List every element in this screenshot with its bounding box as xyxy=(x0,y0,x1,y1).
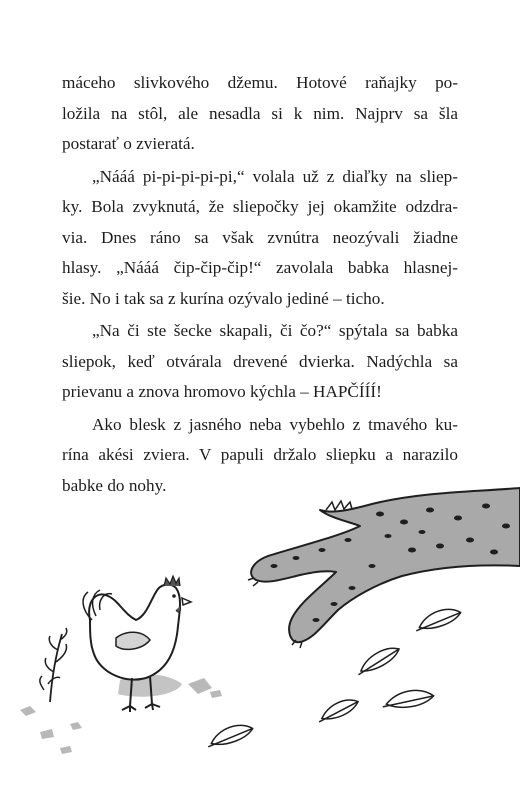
text-line: ky. Bola zvyknutá, že sliepočky jej okamžite odzdra- xyxy=(62,197,458,216)
feather-icon xyxy=(204,604,462,751)
text-line: rína akési zviera. V papuli držalo sliepku a narazilo xyxy=(62,445,458,464)
paragraph-2 xyxy=(62,162,458,315)
text-line: Ako blesk z jasného neba vybehlo z tmavého ku- xyxy=(92,414,458,434)
text-line: ložila na stôl, ale nesadla si k nim. Najprv sa šla xyxy=(62,103,458,123)
text-line: šie. No i tak sa z kurína ozývalo jediné – ticho. xyxy=(62,288,385,308)
text-line: babke do nohy. xyxy=(62,475,167,495)
text-line: sliepok, keď otvárala drevené dvierka. Nadýchla sa xyxy=(62,351,458,371)
text-line: „Nááá pi-pi-pi-pi-pi,“ volala už z diaľky na sliep- xyxy=(92,166,458,186)
spotted-animal-paw-icon xyxy=(248,488,520,648)
paragraph-3 xyxy=(62,316,458,408)
text-line: via. Dnes ráno sa však zvnútra neozývali žiadne xyxy=(62,227,458,247)
text-line: máceho slivkového džemu. Hotové raňajky po- xyxy=(62,73,458,92)
illustration xyxy=(0,470,520,800)
text-line: hlasy. „Nááá čip-čip-čip!“ zavolala babka hlasnej- xyxy=(62,258,458,277)
hen-icon xyxy=(83,576,191,712)
text-line: prievanu a znova hromovo kýchla – HAPČÍÍÍ! xyxy=(62,382,382,401)
text-line: postarať o zvieratá. xyxy=(62,134,195,153)
plant-sprig-icon xyxy=(40,628,67,702)
paragraph-1 xyxy=(62,68,458,160)
body-text xyxy=(62,68,458,501)
text-line: „Na či ste šecke skapali, či čo?“ spýtala sa babka xyxy=(92,321,458,340)
